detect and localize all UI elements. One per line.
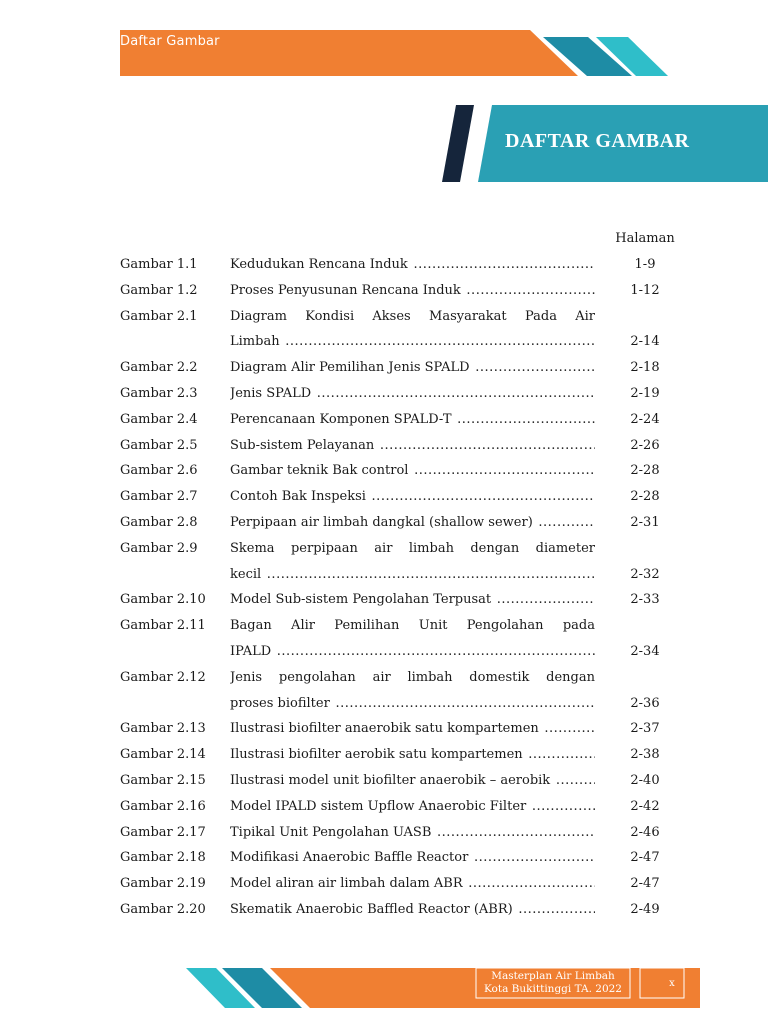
figure-page: 1-9 [634, 257, 656, 272]
figure-label: Gambar 2.13 [120, 721, 206, 737]
list-item[interactable] [120, 794, 680, 820]
figure-label: Gambar 2.1 [120, 308, 198, 324]
figure-title: kecil ..... [230, 562, 595, 588]
page-title: DAFTAR GAMBAR [505, 130, 690, 152]
figure-title: Ilustrasi biofilter aerobik satu kompartemen ..... [230, 742, 595, 768]
figure-label: Gambar 2.4 [120, 411, 198, 427]
figure-label: Gambar 2.9 [120, 540, 198, 556]
figure-page: 2-36 [630, 695, 660, 711]
figure-label: Gambar 2.2 [120, 360, 198, 376]
figure-title: Contoh Bak Inspeksi ..... [230, 484, 595, 510]
figure-label: Gambar 2.5 [120, 437, 198, 453]
figure-page: 2-18 [630, 360, 660, 376]
list-item[interactable] [120, 587, 680, 613]
figure-title: Model IPALD sistem Upflow Anaerobic Filter ..... [230, 794, 595, 820]
list-item-continuation[interactable] [120, 639, 680, 665]
figure-page: 2-32 [630, 566, 660, 582]
figure-page: 2-42 [630, 798, 660, 814]
figure-page: 2-38 [630, 747, 660, 763]
figure-title-line1: Jenis pengolahan air limbah domestik dengan [230, 669, 595, 685]
footer-line-2: Kota Bukittinggi TA. 2022 [483, 983, 622, 995]
figure-page: 1-12 [630, 282, 660, 298]
figure-title: Model aliran air limbah dalam ABR ..... [230, 871, 595, 897]
list-item-continuation[interactable] [120, 329, 680, 355]
footer-document-title [478, 970, 628, 996]
figure-page: 2-46 [630, 824, 660, 840]
figure-page: 2-37 [630, 721, 660, 737]
figure-title: proses biofilter ..... [230, 691, 595, 717]
figure-title: Kedudukan Rencana Induk ..... [230, 252, 595, 278]
figure-page: 2-47 [630, 876, 660, 892]
figure-page: 2-47 [630, 850, 660, 866]
figure-page: 2-40 [630, 772, 660, 788]
list-item[interactable] [120, 484, 680, 510]
figure-title: Modifikasi Anaerobic Baffle Reactor ..... [230, 845, 595, 871]
figure-label: Gambar 2.10 [120, 592, 206, 608]
figure-label: Gambar 2.14 [120, 747, 206, 763]
list-item[interactable] [120, 433, 680, 459]
figure-label: Gambar 2.6 [120, 463, 198, 479]
header-banner [0, 0, 768, 90]
figure-title: Perencanaan Komponen SPALD-T ..... [230, 407, 595, 433]
figure-page: 2-31 [630, 514, 660, 530]
figure-label: Gambar 1.1 [120, 257, 198, 272]
figure-label: Gambar 2.18 [120, 850, 206, 866]
list-item[interactable] [120, 355, 680, 381]
figure-title: Proses Penyusunan Rencana Induk ..... [230, 278, 595, 304]
figure-label: Gambar 2.8 [120, 514, 198, 530]
figure-title: Perpipaan air limbah dangkal (shallow sewer) ..... [230, 510, 595, 536]
list-item[interactable] [120, 897, 680, 923]
figure-page: 2-28 [630, 463, 660, 479]
figure-title: Gambar teknik Bak control ..... [230, 458, 595, 484]
figure-label: Gambar 2.16 [120, 798, 206, 814]
list-item[interactable] [120, 458, 680, 484]
list-item[interactable] [120, 742, 680, 768]
figure-page: 2-49 [630, 901, 660, 917]
figure-title: Tipikal Unit Pengolahan UASB ..... [230, 820, 595, 846]
footer-banner [0, 960, 768, 1024]
figure-label: Gambar 2.12 [120, 669, 206, 685]
figure-page: 2-19 [630, 385, 660, 401]
list-item[interactable] [120, 381, 680, 407]
footer-line-1: Masterplan Air Limbah [491, 970, 615, 982]
list-item[interactable] [120, 407, 680, 433]
figure-list [120, 252, 680, 923]
figure-label: Gambar 2.20 [120, 901, 206, 917]
figure-label: Gambar 1.2 [120, 282, 198, 298]
figure-title: Skematik Anaerobic Baffled Reactor (ABR) ..... [230, 897, 595, 923]
list-item[interactable] [120, 510, 680, 536]
list-item[interactable] [120, 613, 680, 639]
list-item-continuation[interactable] [120, 691, 680, 717]
figure-page: 2-26 [630, 437, 660, 453]
figure-page: 2-34 [630, 643, 660, 659]
figure-title: IPALD ..... [230, 639, 595, 665]
list-item[interactable] [120, 820, 680, 846]
list-item[interactable] [120, 278, 680, 304]
figure-title-line1: Bagan Alir Pemilihan Unit Pengolahan pada [230, 618, 595, 634]
figure-title-line1: Diagram Kondisi Akses Masyarakat Pada Air [230, 308, 595, 324]
list-item[interactable] [120, 768, 680, 794]
list-item[interactable] [120, 252, 680, 278]
figure-title: Ilustrasi biofilter anaerobik satu kompartemen ..... [230, 716, 595, 742]
header-title: Daftar Gambar [120, 34, 220, 49]
figure-label: Gambar 2.17 [120, 824, 206, 840]
figure-label: Gambar 2.19 [120, 876, 206, 892]
list-item-continuation[interactable] [120, 562, 680, 588]
list-item[interactable] [120, 871, 680, 897]
figure-title: Jenis SPALD ..... [230, 381, 595, 407]
list-item[interactable] [120, 536, 680, 562]
figure-title: Model Sub-sistem Pengolahan Terpusat ..... [230, 587, 595, 613]
figure-title-line1: Skema perpipaan air limbah dengan diameter [230, 540, 595, 556]
list-item[interactable] [120, 665, 680, 691]
figure-label: Gambar 2.15 [120, 772, 206, 788]
figure-page: 2-14 [630, 334, 660, 350]
figure-title: Sub-sistem Pelayanan ..... [230, 433, 595, 459]
page-column-heading: Halaman [615, 231, 675, 246]
figure-title: Ilustrasi model unit biofilter anaerobik – aerobik ..... [230, 768, 595, 794]
figure-title: Diagram Alir Pemilihan Jenis SPALD ..... [230, 355, 595, 381]
title-navy-slash [442, 105, 474, 182]
list-item[interactable] [120, 716, 680, 742]
figure-label: Gambar 2.3 [120, 385, 198, 401]
figure-page: 2-33 [630, 592, 660, 608]
figure-page: 2-24 [630, 411, 660, 427]
figure-page: 2-28 [630, 489, 660, 505]
list-item[interactable] [120, 845, 680, 871]
list-item[interactable] [120, 304, 680, 330]
figure-title: Limbah ..... [230, 329, 595, 355]
figure-label: Gambar 2.11 [120, 618, 206, 634]
figure-label: Gambar 2.7 [120, 489, 198, 505]
footer-page-number: x [669, 978, 675, 989]
